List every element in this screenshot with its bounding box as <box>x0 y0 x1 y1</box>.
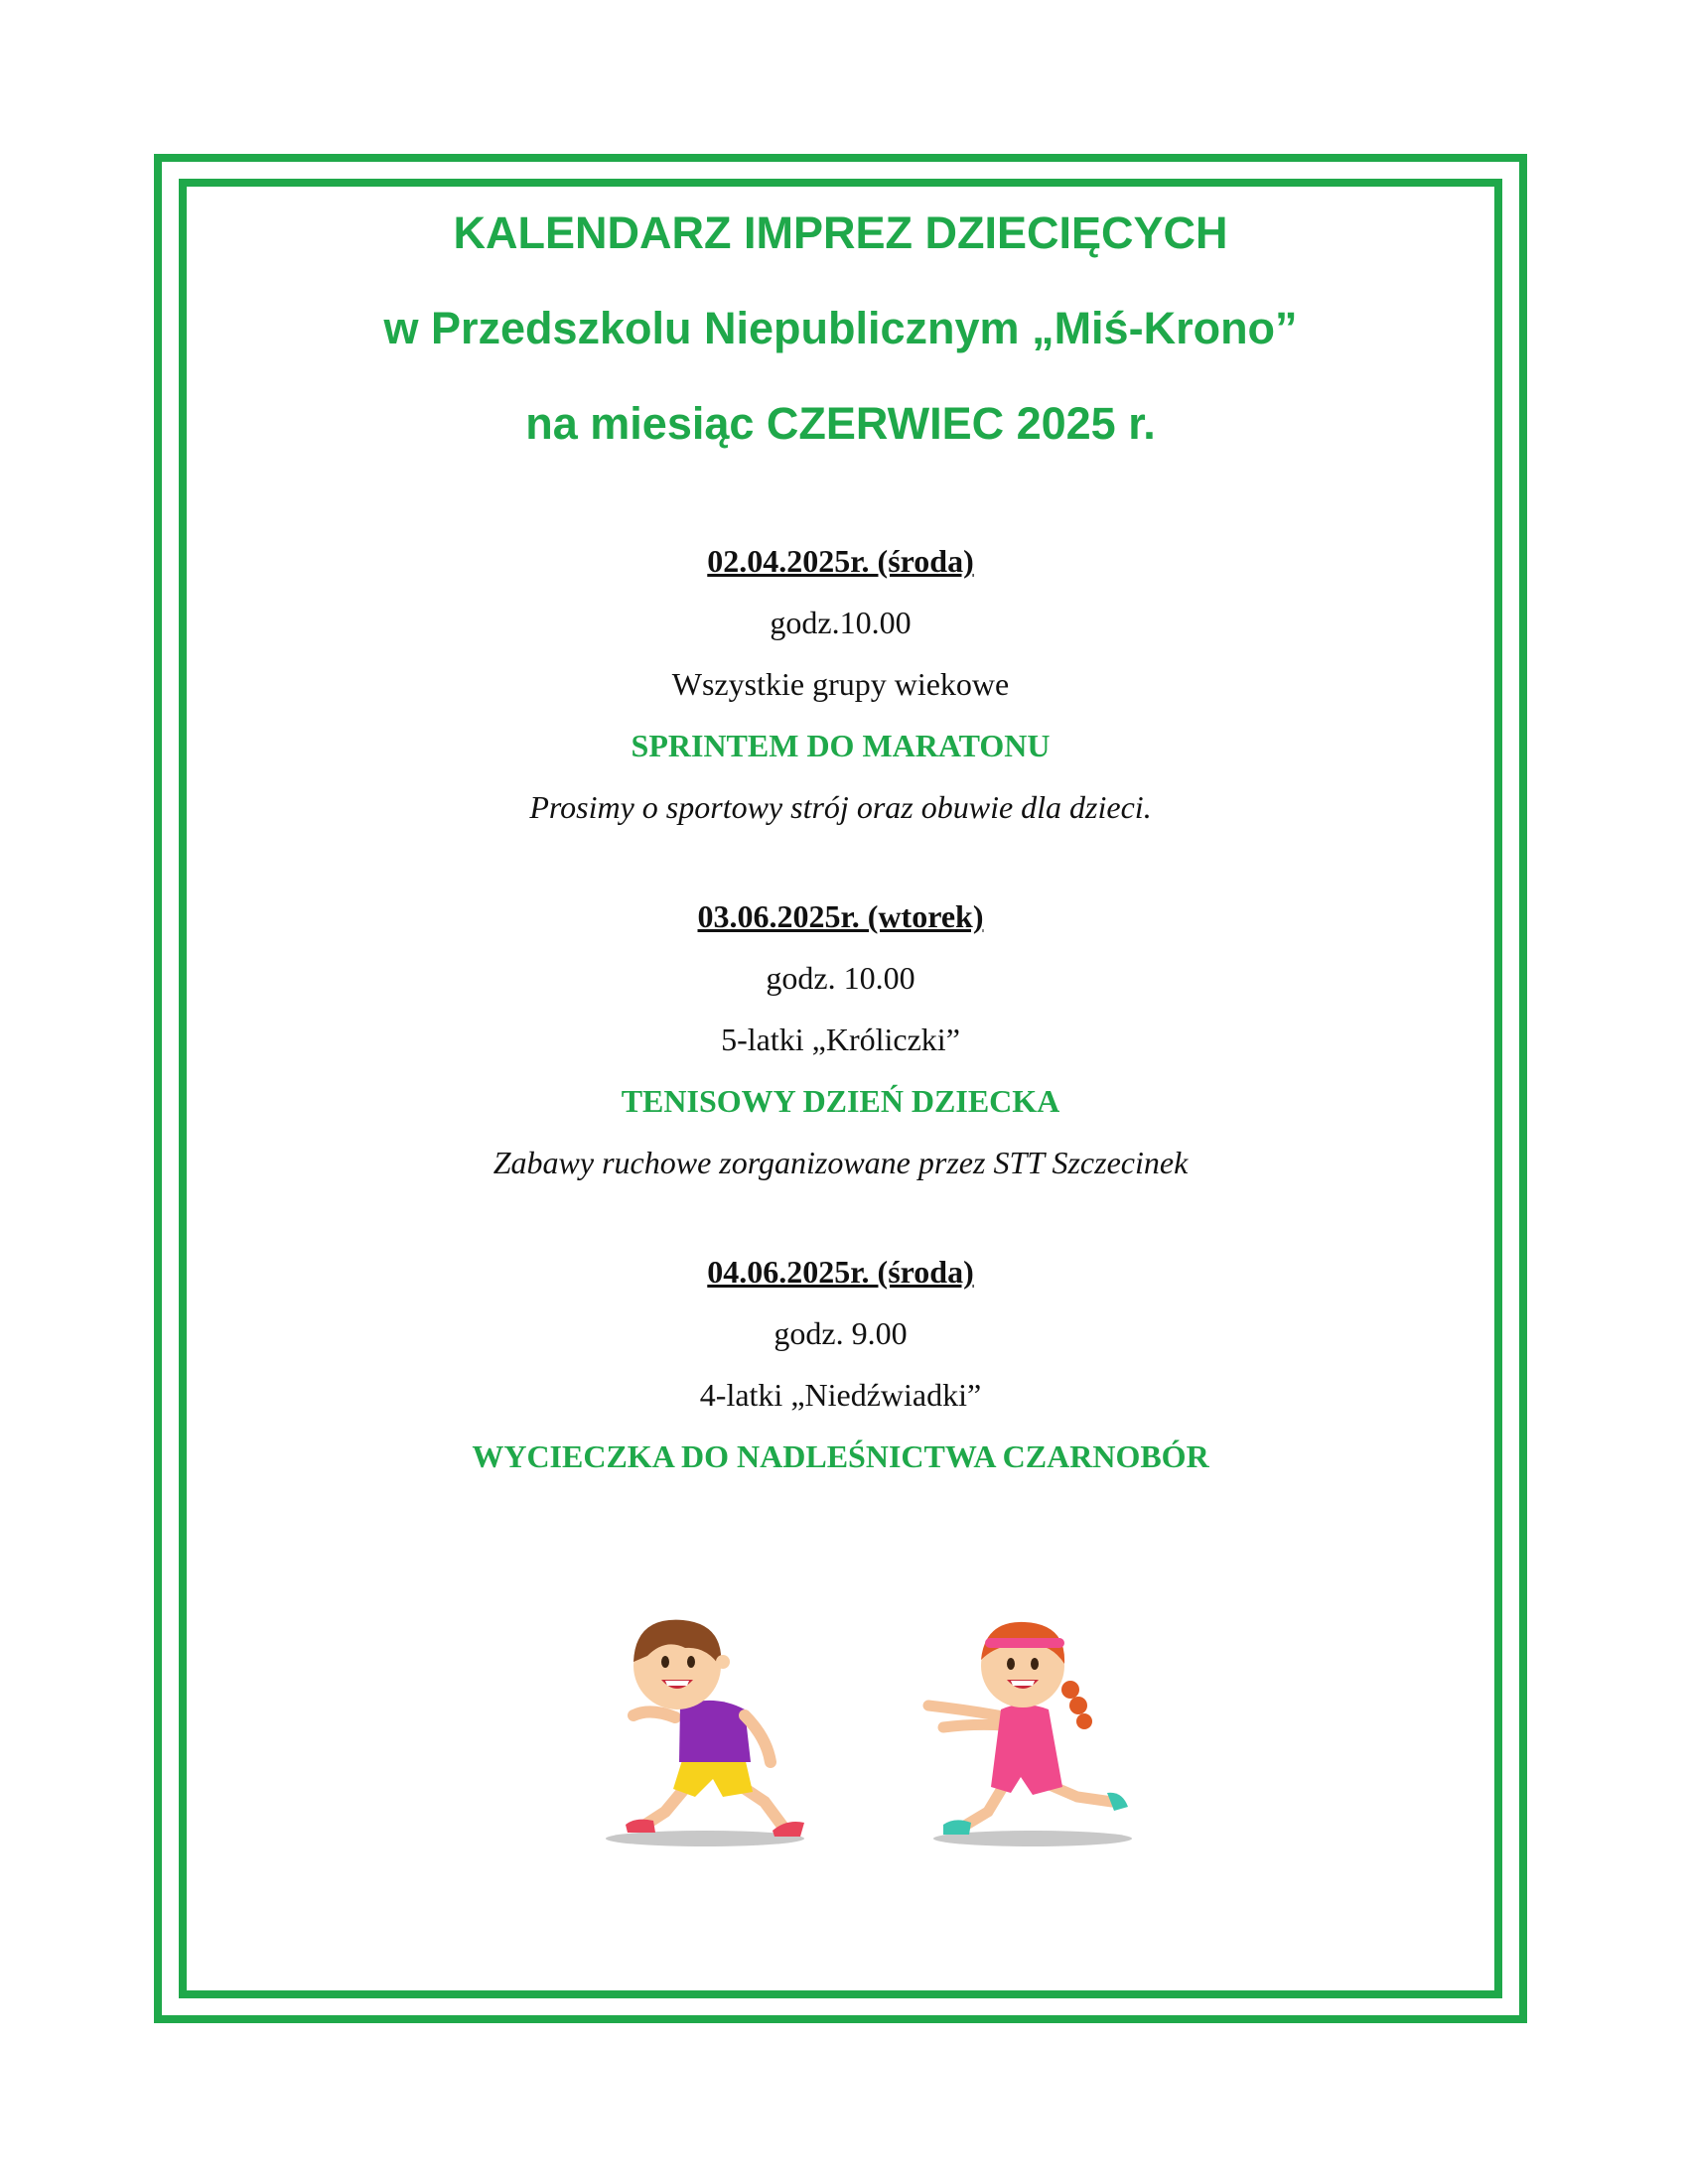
event-3 <box>187 1241 1494 1487</box>
event-group: 5-latki „Króliczki” <box>721 1022 960 1057</box>
calendar-content <box>187 187 1494 1487</box>
running-girl-icon <box>928 1622 1128 1835</box>
event-time: godz. 10.00 <box>766 960 915 996</box>
event-date: 02.04.2025r. (środa) <box>707 543 974 579</box>
event-date: 04.06.2025r. (środa) <box>707 1254 974 1290</box>
event-date: 03.06.2025r. (wtorek) <box>697 898 984 934</box>
event-name: WYCIECZKA DO NADLEŚNICTWA CZARNOBÓR <box>472 1438 1209 1474</box>
event-group: 4-latki „Niedźwiadki” <box>699 1377 982 1413</box>
running-kids-illustration <box>596 1598 1231 1856</box>
running-boy-icon <box>626 1620 804 1837</box>
event-note: Prosimy o sportowy strój oraz obuwie dla dzieci. <box>529 789 1152 825</box>
event-2 <box>187 886 1494 1193</box>
event-group: Wszystkie grupy wiekowe <box>671 666 1010 702</box>
event-note: Zabawy ruchowe zorganizowane przez STT Szczecinek <box>492 1145 1189 1180</box>
event-name: SPRINTEM DO MARATONU <box>631 728 1051 763</box>
event-1 <box>187 530 1494 838</box>
event-name: TENISOWY DZIEŃ DZIECKA <box>621 1083 1060 1119</box>
event-time: godz.10.00 <box>770 605 912 640</box>
month-heading: na miesiąc CZERWIEC 2025 r. <box>525 398 1156 449</box>
calendar-title: KALENDARZ IMPREZ DZIECIĘCYCH <box>453 207 1228 258</box>
kindergarten-name: w Przedszkolu Niepublicznym „Miś-Krono” <box>383 303 1298 353</box>
event-time: godz. 9.00 <box>774 1315 908 1351</box>
